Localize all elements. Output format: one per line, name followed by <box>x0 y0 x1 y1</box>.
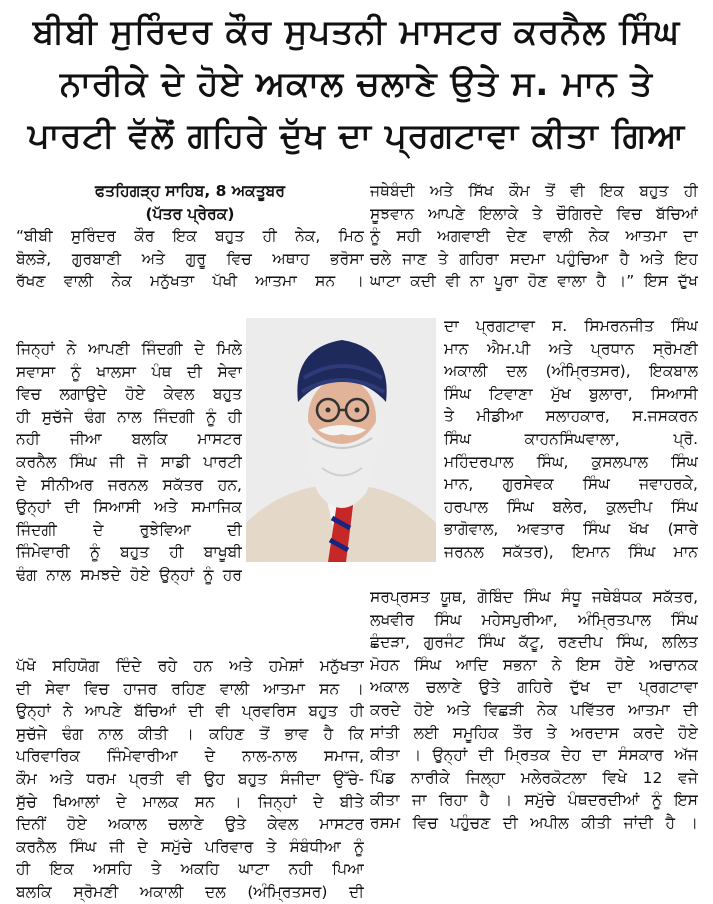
text-line: ਨਹੀ ਜੀਆ ਬਲਕਿ ਮਾਸਟਰ <box>16 430 242 449</box>
text-line: ਮਾਨ, ਗੁਰਸੇਵਕ ਸਿੰਘ ਜਵਾਹਰਕੇ, <box>444 475 698 494</box>
text-line: ਬੋਲੜੇ, ਗੁਰਬਾਣੀ ਅਤੇ ਗੁਰੂ ਵਿਚ ਅਥਾਹ ਭਰੋਸਾ <box>16 249 364 268</box>
text-line: ਦੇ ਸੀਨੀਅਰ ਜਰਨਲ ਸਕੱਤਰ ਹਨ, <box>16 475 242 494</box>
text-line: ਅਕਾਲੀ ਦਲ (ਅੰਮ੍ਰਿਤਸਰ), ਇਕਬਾਲ <box>444 362 698 381</box>
article-right-top <box>370 180 698 293</box>
text-line: ਹੀ ਸੁਚੱਜੇ ਢੰਗ ਨਾਲ ਜਿੰਦਗੀ ਨੂੰ ਹੀ <box>16 407 242 426</box>
text-line: ਕਰਨੈਲ ਸਿੰਘ ਜੀ ਦੇ ਸਮੁੱਚੇ ਪਰਿਵਾਰ ਤੇ ਸੰਬੰਧੀਆ ਨੂੰ <box>16 837 364 856</box>
text-line: ਅਕਾਲ ਚਲਾਣੇ ਉਤੇ ਗਹਿਰੇ ਦੁੱਖ ਦਾ ਪ੍ਰਗਟਾਵਾ <box>370 678 698 697</box>
text-line: ਲਖਵੀਰ ਸਿੰਘ ਮਹੇਸਪੁਰੀਆ, ਅੰਮ੍ਰਿਤਪਾਲ ਸਿੰਘ <box>370 610 698 629</box>
text-line: ਮਹਿੰਦਰਪਾਲ ਸਿੰਘ, ਕੁਸਲਪਾਲ ਸਿੰਘ <box>444 452 698 471</box>
text-line: ਜਿਨ੍ਹਾਂ ਨੇ ਆਪਣੀ ਜਿੰਦਗੀ ਦੇ ਮਿਲੇ <box>16 340 242 358</box>
text-line: ਸਵਾਸਾ ਨੂੰ ਖਾਲਸਾ ਪੰਥ ਦੀ ਸੇਵਾ <box>16 362 242 381</box>
text-line: ਪੱਖੋ ਸਹਿਯੋਗ ਦਿੰਦੇ ਰਹੇ ਹਨ ਅਤੇ ਹਮੇਸ਼ਾਂ ਮਨੁੱਖਤਾ <box>16 657 364 675</box>
article-right-beside-photo <box>444 315 698 564</box>
text-line: ਬਲਕਿ ਸ੍ਰੋਮਣੀ ਅਕਾਲੀ ਦਲ (ਅੰਮ੍ਰਿਤਸਰ) ਦੀ <box>16 882 364 901</box>
text-line: ਪਰਿਵਾਰਿਕ ਜਿੰਮੇਵਾਰੀਆ ਦੇ ਨਾਲ-ਨਾਲ ਸਮਾਜ, <box>16 747 364 766</box>
byline: (ਪੱਤਰ ਪ੍ਰੇਰਕ) <box>145 204 235 223</box>
text-line: ਭਾਗੋਵਾਲ, ਅਵਤਾਰ ਸਿੰਘ ਖੱਖ (ਸਾਰੇ <box>444 520 698 539</box>
headline-line: ਬੀਬੀ ਸੁਰਿੰਦਰ ਕੌਰ ਸੁਪਤਨੀ ਮਾਸਟਰ ਕਰਨੈਲ ਸਿੰਘ <box>32 12 681 52</box>
text-line: ਸਾਂਤੀ ਲਈ ਸਮੂਹਿਕ ਤੌਰ ਤੇ ਅਰਦਾਸ ਕਰਦੇ ਹੋਏ <box>370 723 698 742</box>
text-line: ਕੀਤਾ । ਉਨ੍ਹਾਂ ਦੀ ਮ੍ਰਿਤਕ ਦੇਹ ਦਾ ਸੰਸਕਾਰ ਅੱਜ <box>370 746 698 765</box>
text-line: ਢੰਗ ਨਾਲ ਸਮਝਦੇ ਹੋਏ ਉਨ੍ਹਾਂ ਨੂੰ ਹਰ <box>16 565 242 584</box>
text-line: ਹਰਪਾਲ ਸਿੰਘ ਬਲੇਰ, ਕੁਲਦੀਪ ਸਿੰਘ <box>444 497 698 516</box>
text-line: ਜਿੰਮੇਵਾਰੀ ਨੂੰ ਬਹੁਤ ਹੀ ਬਾਖੂਬੀ <box>16 543 242 562</box>
text-line: ਦੀ ਸੇਵਾ ਵਿਚ ਹਾਜਰ ਰਹਿਣ ਵਾਲੀ ਆਤਮਾ ਸਨ । <box>16 679 364 698</box>
text-line: ਉਨ੍ਹਾਂ ਦੀ ਸਿਆਸੀ ਅਤੇ ਸਮਾਜਿਕ <box>16 498 242 517</box>
text-line: ਕਰਨੈਲ ਸਿੰਘ ਜੀ ਜੋ ਸਾਡੀ ਪਾਰਟੀ <box>16 452 242 471</box>
headline-line: ਪਾਰਟੀ ਵੱਲੋਂ ਗਹਿਰੇ ਦੁੱਖ ਦਾ ਪ੍ਰਗਟਾਵਾ ਕੀਤਾ ਗਿਆ <box>27 116 686 156</box>
portrait-illustration <box>246 318 436 562</box>
text-line: ਜਿੰਦਗੀ ਦੇ ਰੁਝੇਵਿਆ ਦੀ <box>16 520 242 539</box>
text-line: ਵਿਚ ਲਗਾਉਦੇ ਹੋਏ ਕੇਵਲ ਬਹੁਤ <box>16 385 242 404</box>
text-line: ਰੱਖਣ ਵਾਲੀ ਨੇਕ ਮਨੁੱਖਤਾ ਪੱਖੀ ਆਤਮਾ ਸਨ । <box>16 272 364 291</box>
article-left-bottom <box>16 655 364 904</box>
text-line: ਦਿਨੀਂ ਹੋਏ ਅਕਾਲ ਚਲਾਣੇ ਉਤੇ ਕੇਵਲ ਮਾਸਟਰ <box>16 815 364 834</box>
text-line: “ਬੀਬੀ ਸੁਰਿੰਦਰ ਕੌਰ ਇਕ ਬਹੁਤ ਹੀ ਨੇਕ, ਮਿਠ <box>16 227 364 246</box>
headline-line: ਨਾਰੀਕੇ ਦੇ ਹੋਏ ਅਕਾਲ ਚਲਾਣੇ ਉਤੇ ਸ. ਮਾਨ ਤੇ <box>59 64 654 104</box>
text-line: ਸੁਚੱਜੇ ਢੰਗ ਨਾਲ ਕੀਤੀ । ਕਹਿਣ ਤੋਂ ਭਾਵ ਹੈ ਕਿ <box>16 724 364 743</box>
text-line: ਘਾਟਾ ਕਦੀ ਵੀ ਨਾ ਪੂਰਾ ਹੋਣ ਵਾਲਾ ਹੈ ।” ਇਸ ਦੁੱਖ <box>370 272 698 291</box>
text-line: ਹੀ ਇਕ ਅਸਹਿ ਤੇ ਅਕਹਿ ਘਾਟਾ ਨਹੀ ਪਿਆ <box>16 860 364 879</box>
dateline: ਫਤਹਿਗੜ੍ਹ ਸਾਹਿਬ, 8 ਅਕਤੂਬਰ <box>95 182 285 200</box>
text-line: ਰਸਮ ਵਿਚ ਪਹੁੰਚਣ ਦੀ ਅਪੀਲ ਕੀਤੀ ਜਾਂਦੀ ਹੈ । <box>370 813 698 832</box>
text-line: ਸਿੰਘ ਟਿਵਾਣਾ ਮੁੱਖ ਬੁਲਾਰਾ, ਸਿਆਸੀ <box>444 384 698 403</box>
text-line: ਸੁੱਚੇ ਖਿਆਲਾਂ ਦੇ ਮਾਲਕ ਸਨ । ਜਿਨ੍ਹਾਂ ਦੇ ਬੀਤੇ <box>16 792 364 811</box>
text-line: ਮਾਨ ਐਮ.ਪੀ ਅਤੇ ਪ੍ਰਧਾਨ ਸ੍ਰੋਮਣੀ <box>444 339 698 358</box>
text-line: ਕੀਤਾ ਜਾ ਰਿਹਾ ਹੈ । ਸਮੁੱਚੇ ਪੰਥਦਰਦੀਆਂ ਨੂੰ ਇਸ <box>370 791 698 810</box>
text-line: ਮੋਹਨ ਸਿੰਘ ਆਦਿ ਸਭਨਾ ਨੇ ਇਸ ਹੋਏ ਅਚਾਨਕ <box>370 655 698 674</box>
text-line: ਸਿੰਘ ਕਾਹਨਸਿੰਘਵਾਲਾ, ਪ੍ਰੋ. <box>444 429 698 448</box>
text-line: ਕੌਮ ਅਤੇ ਧਰਮ ਪ੍ਰਤੀ ਵੀ ਉਹ ਬਹੁਤ ਸੰਜੀਦਾ ਉੱਚੇ- <box>16 769 364 788</box>
article-left-top <box>16 180 364 293</box>
article-left-beside-photo <box>16 338 242 587</box>
text-line: ਤੇ ਮੀਡੀਆ ਸਲਾਹਕਾਰ, ਸ.ਜਸਕਰਨ <box>444 407 698 426</box>
headline <box>8 6 705 162</box>
text-line: ਦਾ ਪ੍ਰਗਟਾਵਾ ਸ. ਸਿਮਰਨਜੀਤ ਸਿੰਘ <box>444 317 698 335</box>
text-line: ਉਨ੍ਹਾਂ ਨੇ ਆਪਣੇ ਬੱਚਿਆਂ ਦੀ ਵੀ ਪ੍ਰਵਰਿਸ ਬਹੁਤ ਹੀ <box>16 702 364 721</box>
text-line: ਨੂੰ ਸਹੀ ਅਗਵਾਈ ਦੇਣ ਵਾਲੀ ਨੇਕ ਆਤਮਾ ਦਾ <box>370 227 698 246</box>
text-line: ਸੂਝਵਾਨ ਆਪਣੇ ਇਲਾਕੇ ਤੇ ਚੌਗਿਰਦੇ ਵਿਚ ਬੱਚਿਆਂ <box>370 204 698 223</box>
article-right-bottom <box>370 586 698 835</box>
text-line: ਸਰਪ੍ਰਸਤ ਯੂਥ, ਗੋਬਿੰਦ ਸਿੰਘ ਸੰਧੂ ਜਥੇਬੰਧਕ ਸਕੱਤਰ, <box>370 588 698 606</box>
portrait-photo <box>246 318 436 562</box>
text-line: ਛੰਦੜਾ, ਗੁਰਜੰਟ ਸਿੰਘ ਕੱਟੂ, ਰਣਦੀਪ ਸਿੰਘ, ਲਲਿਤ <box>370 633 698 652</box>
text-line: ਪਿੰਡ ਨਾਰੀਕੇ ਜਿਲ੍ਹਾ ਮਲੇਰਕੋਟਲਾ ਵਿਖੇ 12 ਵਜੇ <box>370 768 698 787</box>
text-line: ਕਰਦੇ ਹੋਏ ਅਤੇ ਵਿਛੜੀ ਨੇਕ ਪਵਿੱਤਰ ਆਤਮਾ ਦੀ <box>370 700 698 719</box>
text-line: ਚਲੇ ਜਾਣ ਤੇ ਗਹਿਰਾ ਸਦਮਾ ਪਹੁੰਚਿਆ ਹੈ ਅਤੇ ਇਹ <box>370 249 698 268</box>
text-line: ਜਰਨਲ ਸਕੱਤਰ), ਇਮਾਨ ਸਿੰਘ ਮਾਨ <box>444 542 698 561</box>
text-line: ਜਥੇਬੰਦੀ ਅਤੇ ਸਿੱਖ ਕੌਮ ਤੋਂ ਵੀ ਇਕ ਬਹੁਤ ਹੀ <box>370 182 698 200</box>
